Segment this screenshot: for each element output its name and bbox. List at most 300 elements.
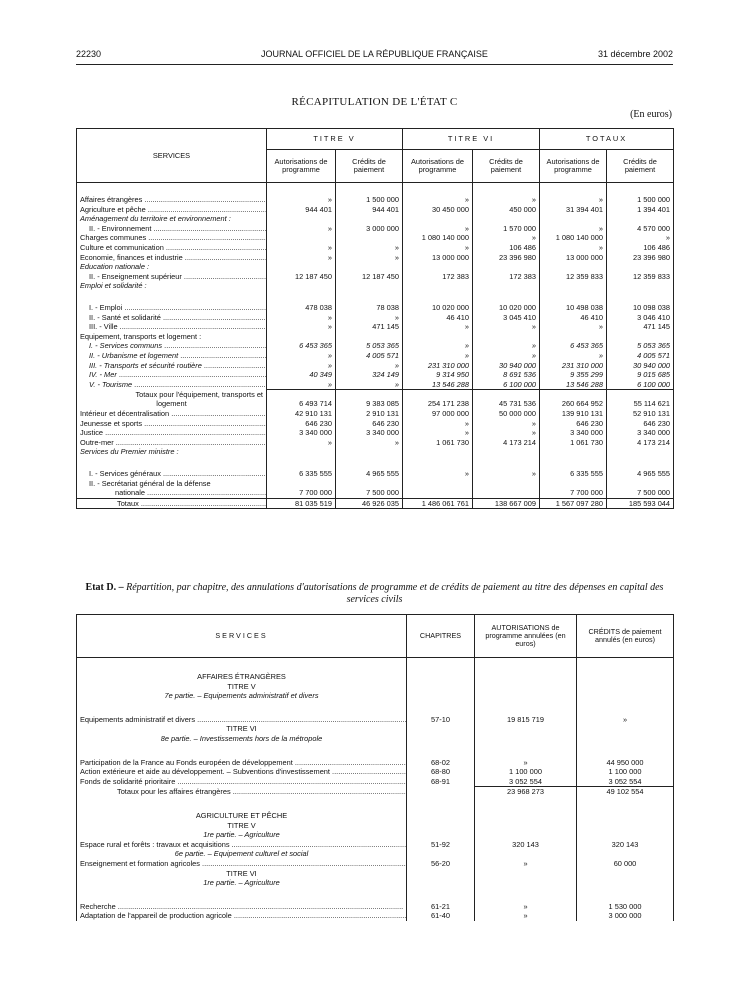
table-row [77,281,674,291]
cell-value: » [267,195,336,205]
cell-value: » [267,361,336,371]
cell-value [267,183,336,196]
cell-value: 1 570 000 [473,224,540,234]
cell-value [607,447,674,457]
cell-value: 106 486 [473,243,540,253]
ap-value: 320 143 [475,840,577,850]
cell-value: 13 546 288 [403,380,473,390]
cp-value: 60 000 [577,859,674,869]
cell-value: 97 000 000 [403,409,473,419]
cell-value [403,332,473,342]
table-row [77,195,674,205]
table-row [77,777,674,787]
cell-value: 46 410 [403,313,473,323]
table-row [77,811,674,821]
col-titre-vi: TITRE VI [403,129,540,150]
cell-value: 2 910 131 [336,409,403,419]
cell-value: » [267,253,336,263]
section-heading: TITRE VI [77,724,407,734]
cell-value [403,183,473,196]
col-ap-annulees: AUTORISATIONS de programme annulées (en euros) [475,615,577,658]
cell-value: 4 965 555 [336,469,403,479]
table-row [77,902,674,912]
cell-value [403,291,473,303]
ap-value: 3 052 554 [475,777,577,787]
cell-value: 7 500 000 [336,488,403,498]
cell-value: 13 546 288 [540,380,607,390]
table-row [77,370,674,380]
table-row [77,878,674,888]
cell-value: 10 098 038 [607,303,674,313]
row-label: Economie, finances et industrie [80,252,183,262]
cell-value: 4 005 571 [607,351,674,361]
cell-value: » [473,351,540,361]
chapter-number: 68-02 [407,758,475,768]
etat-d-caption: Répartition, par chapitre, des annulations d'autorisations de programme et de crédits de paiement au titre des dépenses en capital des services civils [126,582,664,605]
row-label: III. - Transports et sécurité routière [89,360,202,370]
cell-value: » [336,313,403,323]
section-heading: TITRE V [77,682,407,692]
cell-value: 6 335 555 [267,469,336,479]
cell-value [607,183,674,196]
cell-value [473,214,540,224]
row-label: V. - Tourisme [89,380,133,390]
cell-value [336,183,403,196]
cell-value: 3 340 000 [336,428,403,438]
table-row [77,701,674,715]
col-services: SERVICES [77,129,267,183]
cell-value: 50 000 000 [473,409,540,419]
table-row [77,869,674,879]
row-label: Equipements administratif et divers [80,714,196,724]
cell-value: 6 453 365 [540,341,607,351]
cell-value: » [267,380,336,390]
chapter-number: 68-80 [407,767,475,777]
cell-value: » [403,195,473,205]
table-row [77,767,674,777]
total-value: 1 486 061 761 [403,498,473,509]
row-label: nationale [115,488,145,498]
cell-value: 3 046 410 [607,313,674,323]
cell-value: » [540,243,607,253]
cell-value: » [336,253,403,263]
issue-date: 31 décembre 2002 [597,49,673,59]
cell-value: 7 700 000 [267,488,336,498]
cell-value [540,457,607,469]
cell-value [540,447,607,457]
table-row [77,243,674,253]
subtotal-row [77,399,674,409]
table-row [77,183,674,196]
table-row [77,821,674,831]
cell-value: 7 700 000 [540,488,607,498]
cell-value: » [473,428,540,438]
subtotal-row [77,390,674,400]
cell-value: 13 000 000 [540,253,607,263]
row-label: II. - Secrétariat général de la défense [77,479,267,489]
col-cp: Crédits de paiement [607,150,674,183]
cell-value [403,457,473,469]
chapter-number: 56-20 [407,859,475,869]
row-label: Justice [80,428,104,438]
table-row [77,409,674,419]
cell-value: 5 053 365 [336,341,403,351]
cell-value: 8 691 536 [473,370,540,380]
cell-value: » [403,243,473,253]
table-row [77,313,674,323]
cell-value [540,214,607,224]
table-row [77,859,674,869]
chapter-number: 61-40 [407,911,475,921]
cell-value: 4 005 571 [336,351,403,361]
cell-value: 4 570 000 [607,224,674,234]
col-cp-annules: CRÉDITS de paiement annulés (en euros) [577,615,674,658]
cell-value: 646 230 [267,419,336,429]
cell-value [267,332,336,342]
cell-value: » [607,233,674,243]
row-label: Participation de la France au Fonds européen de développement [80,757,293,767]
cell-value: 3 045 410 [473,313,540,323]
cell-value: 139 910 131 [540,409,607,419]
cell-value: 6 493 714 [267,399,336,409]
row-label: Services du Premier ministre : [80,447,179,457]
table-row [77,380,674,390]
cell-value: 6 100 000 [473,380,540,390]
cell-value: 1 061 730 [540,438,607,448]
cell-value: » [403,419,473,429]
table-row [77,672,674,682]
cell-value [540,183,607,196]
cell-value: 944 401 [336,205,403,215]
cell-value: 231 310 000 [403,361,473,371]
table-row [77,888,674,902]
header-rule [76,64,673,65]
cp-value: 3 052 554 [577,777,674,787]
cell-value [607,291,674,303]
cell-value: 4 173 214 [607,438,674,448]
row-label: Agriculture et pêche [80,204,146,214]
cell-value: » [473,469,540,479]
total-row [77,498,674,509]
cell-value [473,262,540,272]
journal-title: JOURNAL OFFICIEL DE LA RÉPUBLIQUE FRANÇAISE [261,49,488,59]
total-row [77,787,674,797]
cell-value [473,332,540,342]
total-label: Totaux [117,498,139,508]
cell-value [607,332,674,342]
cell-value [403,447,473,457]
cell-value: » [336,361,403,371]
cell-value: » [473,195,540,205]
col-ap: Autorisations de programme [267,150,336,183]
cell-value: » [403,224,473,234]
cell-value [540,291,607,303]
table-row [77,272,674,282]
table-row [77,682,674,692]
cell-value: 172 383 [473,272,540,282]
cell-value [403,488,473,498]
chapter-number: 57-10 [407,715,475,725]
cell-value [473,447,540,457]
cp-value: » [577,715,674,725]
cell-value [336,214,403,224]
table-row [77,332,674,342]
cell-value [473,281,540,291]
cell-value: 46 410 [540,313,607,323]
cell-value: 12 359 833 [607,272,674,282]
cell-value: » [403,322,473,332]
etat-d-label: Etat D. – [85,582,124,593]
cell-value: » [267,322,336,332]
row-label: Outre-mer [80,437,114,447]
total-value: 46 926 035 [336,498,403,509]
table-row [77,744,674,758]
cell-value: 9 015 685 [607,370,674,380]
table-row [77,438,674,448]
cell-value: 646 230 [607,419,674,429]
cell-value: » [336,380,403,390]
cell-value: 12 359 833 [540,272,607,282]
cell-value: » [336,438,403,448]
ap-value: » [475,911,577,921]
row-label: Aménagement du territoire et environnement : [80,214,231,224]
section-heading: TITRE V [77,821,407,831]
row-label: Culture et communication [80,242,164,252]
cell-value: 324 149 [336,370,403,380]
cell-value: 6 453 365 [267,341,336,351]
cell-value [267,457,336,469]
cell-value: 172 383 [403,272,473,282]
cell-value [607,262,674,272]
table-row [77,724,674,734]
table-row [77,849,674,859]
section-heading: AGRICULTURE ET PÊCHE [77,811,407,821]
cell-value: 30 450 000 [403,205,473,215]
table-row [77,447,674,457]
cell-value: 3 340 000 [267,428,336,438]
cell-value [607,457,674,469]
etat-d-table [76,614,674,921]
cell-value: » [267,351,336,361]
cell-value: 1 080 140 000 [540,233,607,243]
total-value: 138 667 009 [473,498,540,509]
row-label: I. - Emploi [89,302,123,312]
cp-value: 44 950 000 [577,758,674,768]
cell-value [473,291,540,303]
ap-value: 1 100 000 [475,767,577,777]
cell-value [267,214,336,224]
ap-value: 19 815 719 [475,715,577,725]
cell-value: » [540,224,607,234]
cell-value [473,488,540,498]
cp-value: 3 000 000 [577,911,674,921]
row-label: Education nationale : [80,262,150,272]
row-label: Action extérieure et aide au développement. – Subventions d'investissement [80,767,330,777]
table-row [77,469,674,479]
cell-value: 23 396 980 [607,253,674,263]
cp-value: 320 143 [577,840,674,850]
cell-value [267,262,336,272]
row-label: Adaptation de l'appareil de production agricole [80,911,232,921]
cell-value: 1 080 140 000 [403,233,473,243]
cell-value: 1 500 000 [336,195,403,205]
cell-value: 450 000 [473,205,540,215]
cell-value: 10 020 000 [403,303,473,313]
cell-value: 31 394 401 [540,205,607,215]
section-heading: 6e partie. – Equipement culturel et social [77,849,407,859]
section-heading: 8e partie. – Investissements hors de la métropole [77,734,407,744]
total-value: 185 593 044 [607,498,674,509]
table-row [77,715,674,725]
cell-value [540,281,607,291]
cell-value: 106 486 [607,243,674,253]
cell-value [267,233,336,243]
cell-value: » [267,313,336,323]
cell-value: 3 340 000 [540,428,607,438]
cell-value: 42 910 131 [267,409,336,419]
table-row [77,488,674,498]
cell-value: » [540,351,607,361]
chapter-number: 68-91 [407,777,475,787]
col-services: SERVICES [77,615,407,658]
table-row [77,291,674,303]
cell-value: 478 038 [267,303,336,313]
table-row [77,830,674,840]
table-row [77,479,674,489]
cell-value: » [540,195,607,205]
cell-value: 3 000 000 [336,224,403,234]
table-row [77,214,674,224]
row-label: Fonds de solidarité prioritaire [80,777,176,787]
cell-value: 231 310 000 [540,361,607,371]
cell-value: 23 396 980 [473,253,540,263]
row-label: II. - Santé et solidarité [89,312,161,322]
cell-value: 646 230 [336,419,403,429]
row-label: Recherche [80,901,116,911]
subtotal-label-2: logement [77,399,267,409]
cell-value: 10 498 038 [540,303,607,313]
chapter-number: 61-21 [407,902,475,912]
cell-value: 30 940 000 [473,361,540,371]
cell-value [403,214,473,224]
cell-value [607,214,674,224]
cell-value: 55 114 621 [607,399,674,409]
col-ap: Autorisations de programme [403,150,473,183]
cell-value: » [473,322,540,332]
row-label: Enseignement et formation agricoles [80,858,200,868]
cell-value: 40 349 [267,370,336,380]
cell-value: 944 401 [267,205,336,215]
cell-value: » [403,469,473,479]
cell-value: » [473,419,540,429]
cell-value [540,332,607,342]
page-number: 22230 [76,49,102,59]
table-row [77,840,674,850]
table-row [77,758,674,768]
cell-value [336,332,403,342]
table-row [77,322,674,332]
cell-value: 9 314 950 [403,370,473,380]
cell-value: 9 383 085 [336,399,403,409]
cell-value [540,262,607,272]
cell-value: 471 145 [336,322,403,332]
cell-value [336,281,403,291]
cell-value: 4 965 555 [607,469,674,479]
total-value: 81 035 519 [267,498,336,509]
table-row [77,691,674,701]
total-value: 1 567 097 280 [540,498,607,509]
cell-value [403,281,473,291]
cell-value: 52 910 131 [607,409,674,419]
table-row [77,351,674,361]
col-totaux: TOTAUX [540,129,674,150]
cell-value: 9 355 299 [540,370,607,380]
col-titre-v: TITRE V [267,129,403,150]
cell-value: 13 000 000 [403,253,473,263]
table-row [77,341,674,351]
ap-value: » [475,859,577,869]
row-label: II. - Urbanisme et logement [89,350,179,360]
cell-value [336,447,403,457]
chapter-number [407,787,475,797]
cell-value [267,281,336,291]
row-label: Espace rural et forêts : travaux et acquisitions [80,839,230,849]
table-row [77,419,674,429]
cell-value: 10 020 000 [473,303,540,313]
cell-value: » [403,351,473,361]
cell-value: 30 940 000 [607,361,674,371]
cell-value: 471 145 [607,322,674,332]
table-row [77,262,674,272]
row-label: Affaires étrangères [80,195,143,204]
row-label: II. - Environnement [89,223,152,233]
subtotal-label-1: Totaux pour l'équipement, transports et [77,390,267,400]
cell-value: 12 187 450 [336,272,403,282]
cell-value: 4 173 214 [473,438,540,448]
cell-value: » [403,341,473,351]
cell-value [473,457,540,469]
row-label: Intérieur et décentralisation [80,408,170,418]
cell-value: 5 053 365 [607,341,674,351]
etat-c-unit: (En euros) [630,109,672,120]
row-label: I. - Services communs [89,341,163,351]
cell-value [336,457,403,469]
table-row [77,911,674,921]
table-row [77,253,674,263]
section-heading: 1re partie. – Agriculture [77,830,407,840]
cell-value: » [473,233,540,243]
row-label: Equipement, transports et logement : [80,331,202,341]
table-row [77,303,674,313]
cell-value [267,447,336,457]
cell-value: » [267,224,336,234]
ap-value: » [475,758,577,768]
cell-value [473,183,540,196]
cell-value: 1 500 000 [607,195,674,205]
row-label: IV. - Mer [89,370,117,380]
row-label: I. - Services généraux [89,468,161,478]
table-row [77,205,674,215]
cell-value: 78 038 [336,303,403,313]
row-label: III. - Ville [89,322,118,332]
table-row [77,734,674,744]
cell-value: 3 340 000 [607,428,674,438]
cell-value: » [403,428,473,438]
cell-value: 1 061 730 [403,438,473,448]
section-heading: 7e partie. – Equipements administratif et divers [77,691,407,701]
row-label: II. - Enseignement supérieur [89,271,182,281]
table-row [77,361,674,371]
